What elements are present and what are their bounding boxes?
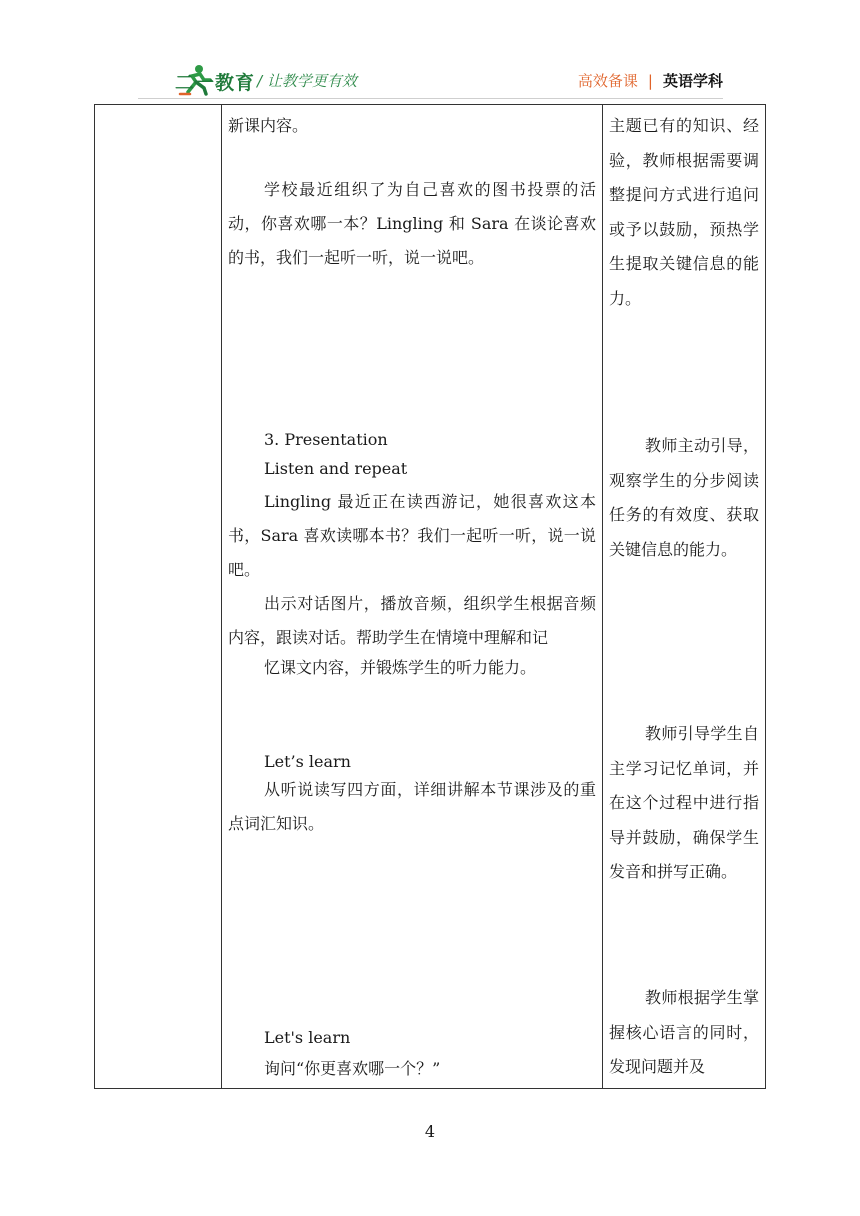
header-label-subject: 英语学科 [662, 72, 723, 90]
right-note-4: 教师根据学生掌握核心语言的同时，发现问题并及 [609, 988, 759, 1076]
mid-paragraph-4: Listen and repeat [264, 459, 408, 478]
mid-paragraph-10: Let's learn [264, 1028, 351, 1047]
right-note-1: 主题已有的知识、经验，教师根据需要调整提问方式进行追问或予以鼓励，预热学生提取关键信息的能力。 [609, 116, 759, 308]
header-separator: | [647, 72, 653, 90]
lesson-table [94, 104, 766, 1089]
mid-paragraph-9: 从听说读写四方面，详细讲解本节课涉及的重点词汇知识。 [228, 780, 596, 833]
column-divider-1 [221, 105, 222, 1088]
mid-paragraph-11: 询问“你更喜欢哪一个？” [264, 1059, 441, 1078]
mid-paragraph-2: 学校最近组织了为自己喜欢的图书投票的活动，你喜欢哪一本？Lingling 和 Sara 在谈论喜欢的书，我们一起听一听，说一说吧。 [228, 180, 596, 267]
header-subject [578, 70, 723, 91]
mid-paragraph-6: 出示对话图片，播放音频，组织学生根据音频内容，跟读对话。帮助学生在情境中理解和记 [228, 594, 596, 647]
page-number: 4 [424, 1122, 436, 1141]
brand-name: 二一教育 [175, 72, 256, 94]
page-header [0, 0, 860, 100]
mid-paragraph-3: 3. Presentation [264, 430, 388, 449]
right-note-3: 教师引导学生自主学习记忆单词，并在这个过程中进行指导并鼓励，确保学生发音和拼写正确。 [609, 724, 759, 881]
header-rule [138, 98, 723, 99]
mid-paragraph-7: 忆课文内容，并锻炼学生的听力能力。 [264, 658, 537, 677]
mid-paragraph-8: Let’s learn [264, 752, 351, 771]
brand-slogan: / 让教学更有效 [257, 72, 357, 90]
mid-paragraph-5: Lingling 最近正在读西游记，她很喜欢这本书，Sara 喜欢读哪本书？我们一起听一听，说一说吧。 [228, 492, 596, 579]
right-note-2: 教师主动引导，观察学生的分步阅读任务的有效度、获取关键信息的能力。 [609, 436, 759, 559]
column-divider-2 [602, 105, 603, 1088]
mid-paragraph-1: 新课内容。 [228, 116, 309, 135]
header-label-prep: 高效备课 [577, 72, 638, 90]
